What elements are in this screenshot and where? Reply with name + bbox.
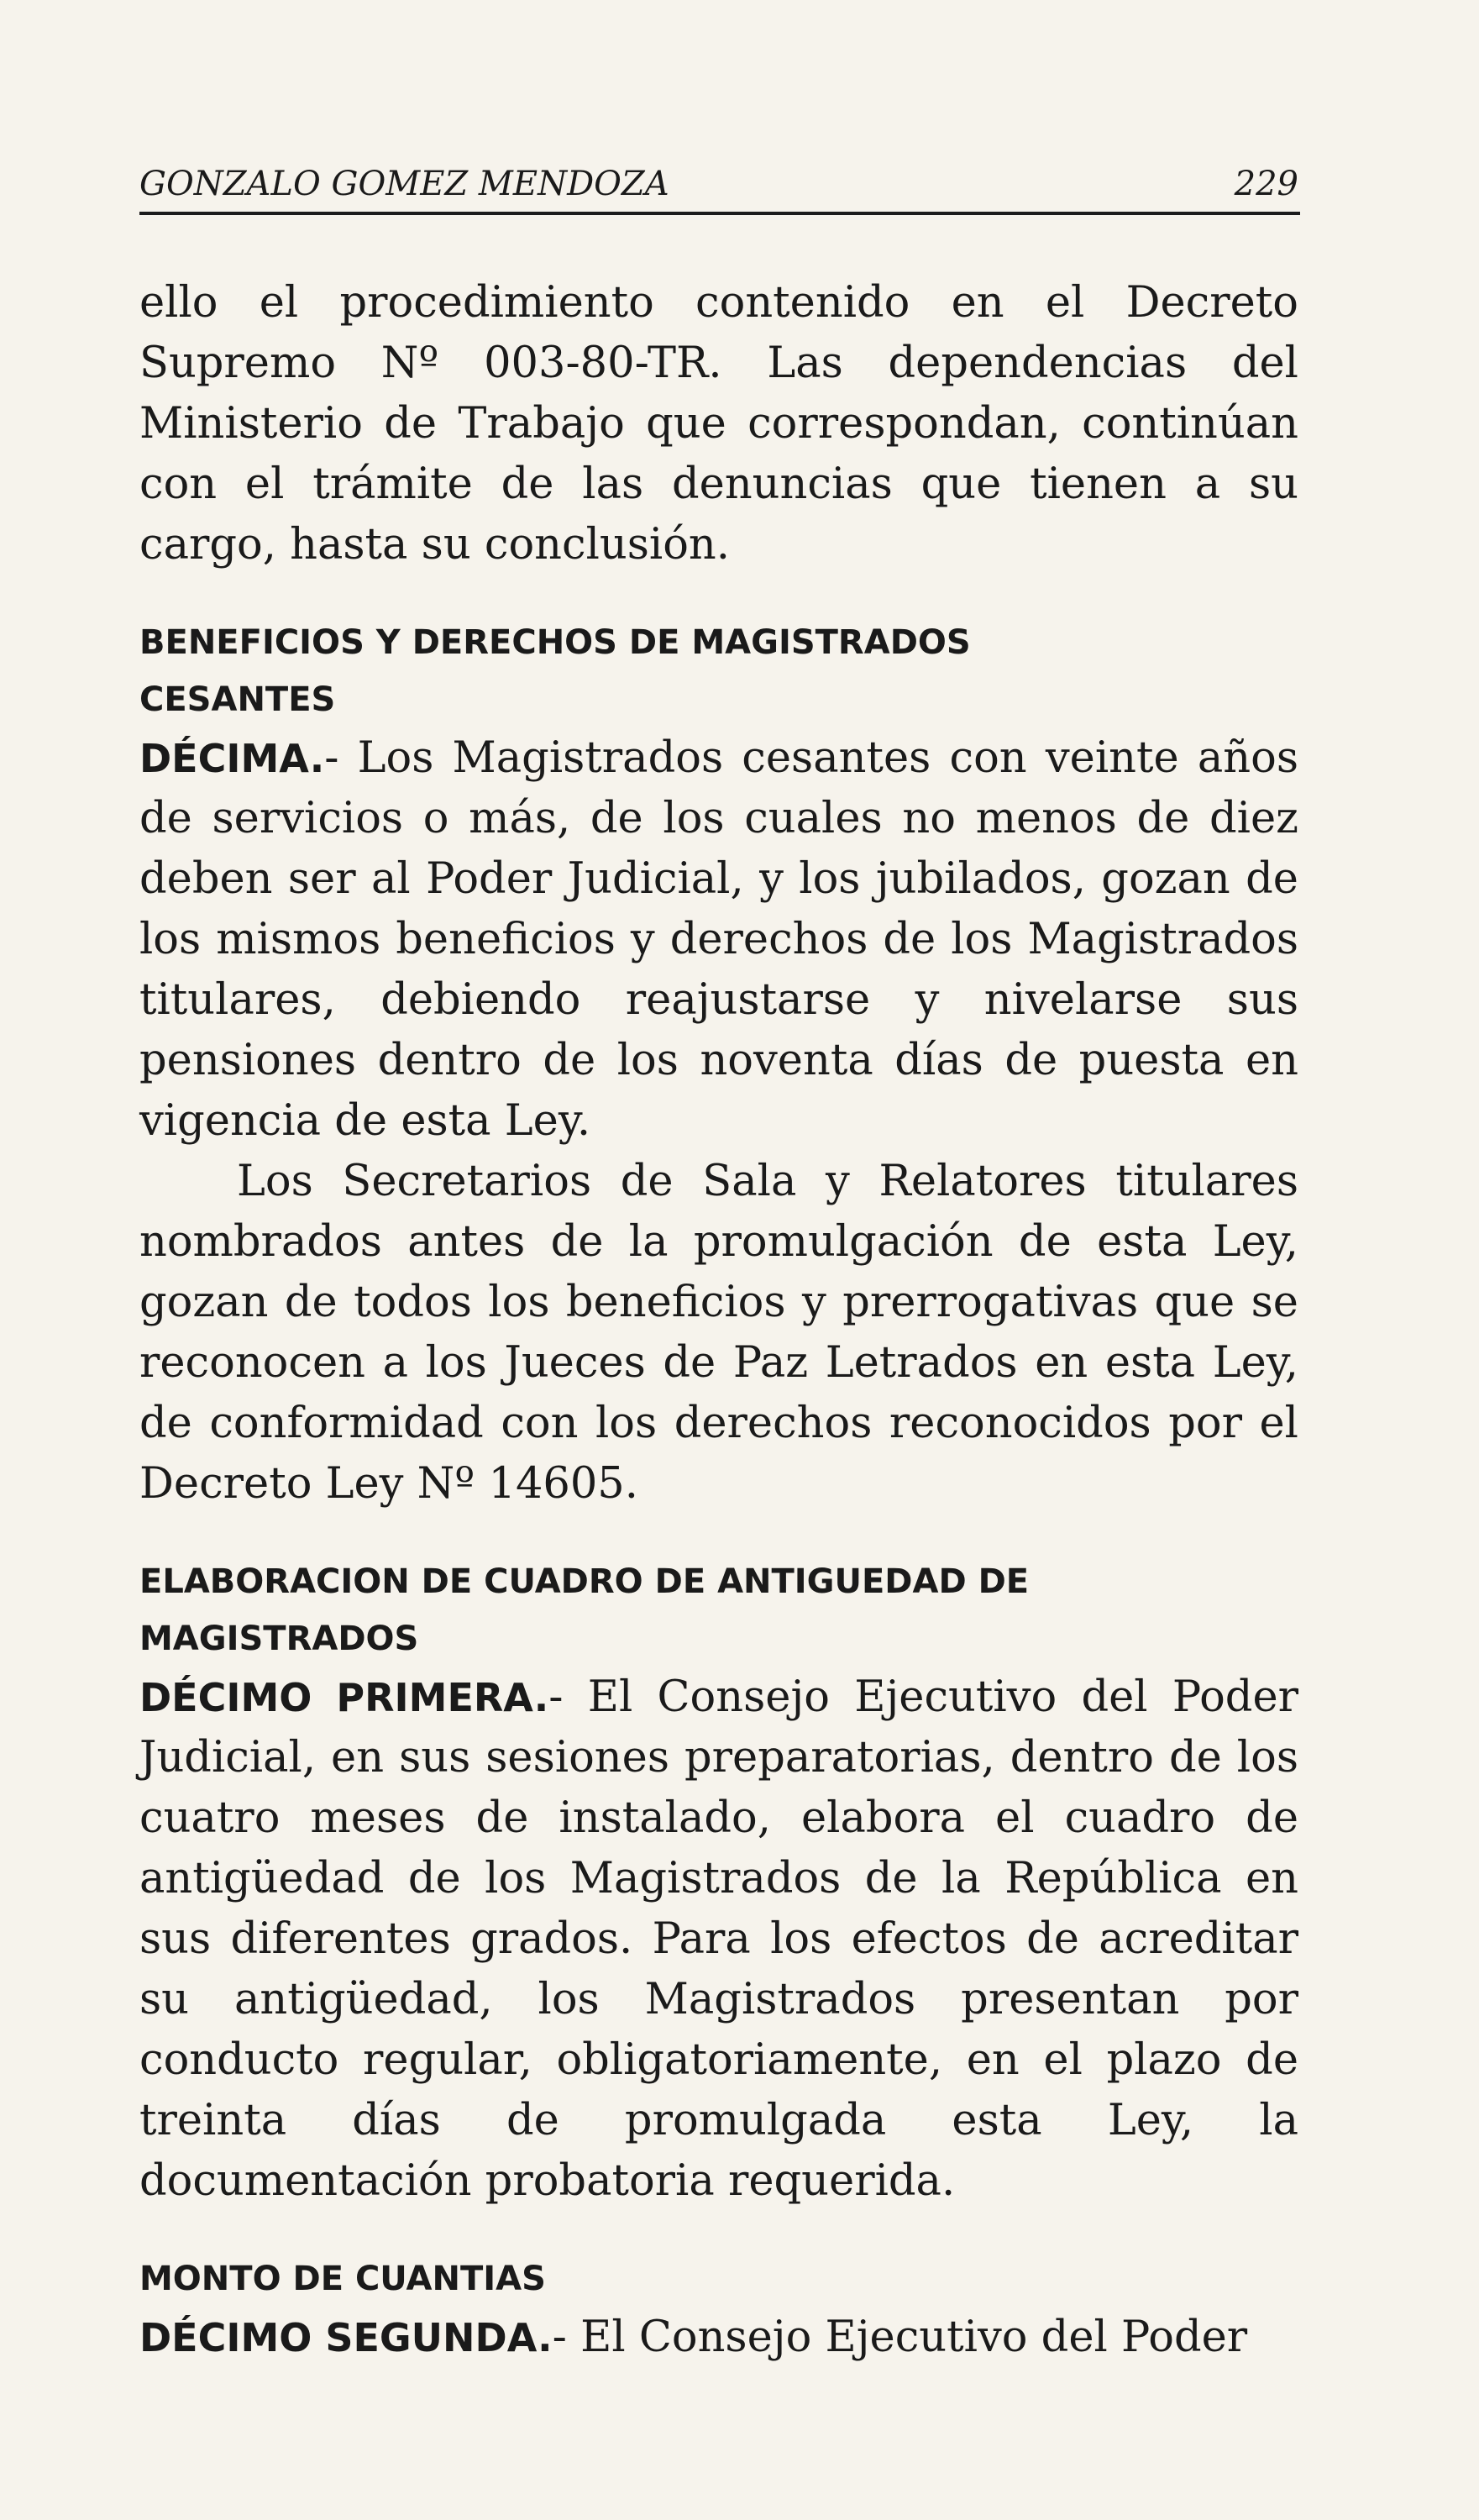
section-gap (139, 1515, 1298, 1553)
article-lead: DÉCIMO SEGUNDA. (139, 2315, 553, 2360)
intro-paragraph: ello el procedimiento contenido en el Decreto Supremo Nº 003-80-TR. Las dependencias del Ministerio de Trabajo que correspondan, continúan con el trámite de las denuncias que tienen a su cargo, hasta su conclusión. (139, 278, 1298, 570)
section-gap (139, 575, 1298, 614)
article-lead: DÉCIMA. (139, 736, 325, 781)
article-text: - El Consejo Ejecutivo del Poder (552, 2313, 1248, 2362)
article-decimo-primera (139, 1667, 1298, 2212)
secretarios-paragraph: Los Secretarios de Sala y Relatores titulares nombrados antes de la promulgación de esta Ley, gozan de todos los beneficios y prerrogativas que se reconocen a los Jueces de Paz Letrados en esta Ley, de conformidad con los derechos reconocidos por el Decreto Ley Nº 14605. (139, 1157, 1298, 1509)
section-gap (139, 2212, 1298, 2250)
article-decimo-segunda (139, 2307, 1298, 2368)
heading-line: CESANTES (139, 680, 336, 719)
article-text: - El Consejo Ejecutivo del Poder Judicial, en sus sesiones preparatorias, dentro de los cuatro meses de instalado, elabora el cuadro de antigüedad de los Magistrados de la República en sus diferentes grados. Para los efectos de acreditar su antigüedad, los Magistrados presentan por conducto regular, obligatoriamente, en el plazo de treinta días de promulgada esta Ley, la documentación probatoria requerida. (139, 1672, 1298, 2206)
section-heading-cuadro (139, 1553, 1298, 1667)
page-body (139, 273, 1298, 2368)
header-rule (139, 212, 1300, 215)
page-number: 229 (1234, 165, 1298, 203)
heading-line: BENEFICIOS Y DERECHOS DE MAGISTRADOS (139, 623, 971, 662)
article-lead: DÉCIMO PRIMERA. (139, 1675, 549, 1720)
article-decima (139, 728, 1298, 1152)
running-header (139, 165, 1298, 203)
heading-line: MAGISTRADOS (139, 1620, 419, 1658)
author-name: GONZALO GOMEZ MENDOZA (139, 165, 669, 203)
section-heading-cuantias (139, 2250, 1298, 2307)
heading-line: MONTO DE CUANTIAS (139, 2260, 546, 2298)
heading-line: ELABORACION DE CUADRO DE ANTIGUEDAD DE (139, 1562, 1030, 1601)
article-text: - Los Magistrados cesantes con veinte años de servicios o más, de los cuales no menos de diez deben ser al Poder Judicial, y los jubilados, gozan de los mismos beneficios y derechos de los Magistrados titulares, debiendo reajustarse y nivelarse sus pensiones dentro de los noventa días de puesta en vigencia de esta Ley. (139, 733, 1298, 1146)
section-heading-beneficios (139, 614, 1298, 728)
